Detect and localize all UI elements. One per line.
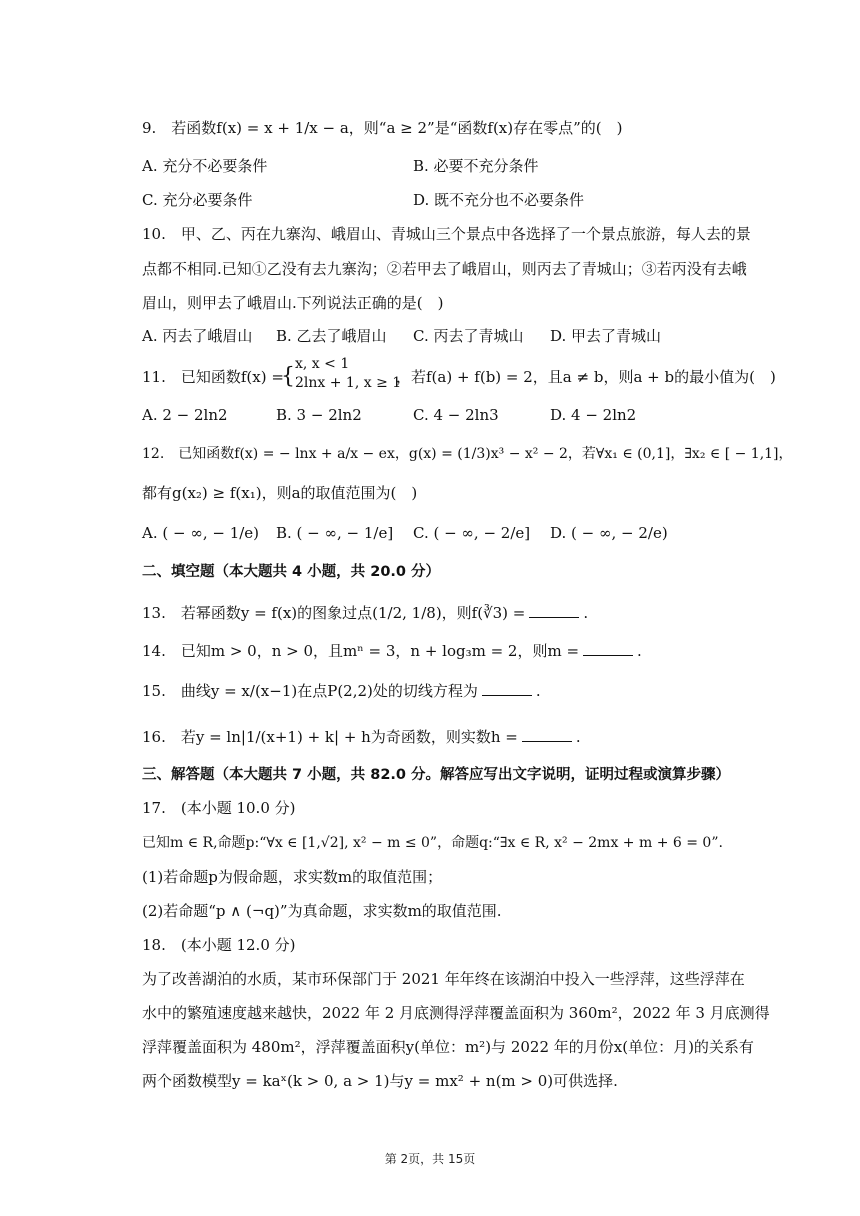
question-14 (142, 640, 642, 662)
q9-option-b: B. 必要不充分条件 (413, 157, 539, 175)
question-10-line-3: 眉山，则甲去了峨眉山.下列说法正确的是( ) (142, 294, 444, 312)
question-16 (142, 726, 581, 748)
q9-option-d: D. 既不充分也不必要条件 (413, 191, 585, 209)
question-10-line-2: 点都不相同.已知①乙没有去九寨沟；②若甲去了峨眉山，则丙去了青城山；③若丙没有去峨 (142, 260, 747, 278)
question-11-suffix: ，若f(a) + f(b) = 2，且a ≠ b，则a + b的最小值为( ) (396, 368, 776, 386)
q12-option-c: C. ( − ∞, − 2/e] (413, 524, 531, 542)
question-18-title: 18. (本小题 12.0 分) (142, 936, 296, 954)
question-17-line-2: (1)若命题p为假命题，求实数m的取值范围； (142, 868, 443, 886)
period: . (583, 604, 589, 622)
section-2-heading: 二、填空题（本大题共 4 小题，共 20.0 分） (142, 564, 441, 580)
question-17-line-3: (2)若命题“p ∧ (¬q)”为真命题，求实数m的取值范围. (142, 902, 502, 920)
question-15-text: 15. 曲线y = x/(x−1)在点P(2,2)处的切线方程为 (142, 682, 478, 700)
question-16-text: 16. 若y = ln|1/(x+1) + k| + h为奇函数，则实数h = (142, 728, 518, 746)
question-17-title: 17. (本小题 10.0 分) (142, 799, 296, 817)
q11-option-b: B. 3 − 2ln2 (276, 406, 362, 424)
piecewise-case-1: x, x < 1 (295, 356, 350, 372)
period: . (637, 642, 642, 660)
q12-option-b: B. ( − ∞, − 1/e] (276, 524, 394, 542)
question-15 (142, 680, 541, 702)
q10-option-c: C. 丙去了青城山 (413, 327, 524, 345)
answer-blank (583, 641, 633, 656)
q11-option-a: A. 2 − 2ln2 (142, 406, 228, 424)
question-13-text: 13. 若幂函数y = f(x)的图象过点(1/2, 1/8)，则f(∛3) = (142, 604, 526, 622)
page-footer: 第 2页，共 15页 (384, 1152, 476, 1166)
q10-option-b: B. 乙去了峨眉山 (276, 327, 387, 345)
q9-option-c: C. 充分必要条件 (142, 191, 253, 209)
question-12-line-2: 都有g(x₂) ≥ f(x₁)，则a的取值范围为( ) (142, 484, 418, 502)
question-10-line-1: 10. 甲、乙、丙在九寨沟、峨眉山、青城山三个景点中各选择了一个景点旅游，每人去的景 (142, 225, 751, 243)
answer-blank (482, 681, 532, 696)
answer-blank (522, 727, 572, 742)
q11-option-c: C. 4 − 2ln3 (413, 406, 499, 424)
question-14-text: 14. 已知m > 0，n > 0，且mⁿ = 3，n + log₃m = 2，则m = (142, 642, 580, 660)
q11-option-d: D. 4 − 2ln2 (550, 406, 637, 424)
q12-option-d: D. ( − ∞, − 2/e) (550, 524, 668, 542)
piecewise-brace: { (281, 364, 295, 389)
question-9-stem: 9. 若函数f(x) = x + 1/x − a，则“a ≥ 2”是“函数f(x)存在零点”的( ) (142, 119, 623, 137)
question-18-line-2: 水中的繁殖速度越来越快，2022 年 2 月底测得浮萍覆盖面积为 360m²，2022 年 3 月底测得 (142, 1004, 770, 1022)
question-13 (142, 602, 588, 624)
section-3-heading: 三、解答题（本大题共 7 小题，共 82.0 分。解答应写出文字说明，证明过程或演算步骤） (142, 767, 731, 783)
q12-option-a: A. ( − ∞, − 1/e) (142, 524, 260, 542)
q9-option-a: A. 充分不必要条件 (142, 157, 268, 175)
period: . (535, 682, 541, 700)
piecewise-case-2: 2lnx + 1, x ≥ 1 (295, 375, 402, 391)
question-11-prefix: 11. 已知函数f(x) = (142, 368, 284, 386)
period: . (575, 728, 581, 746)
question-18-line-4: 两个函数模型y = kaˣ(k > 0, a > 1)与y = mx² + n(m > 0)可供选择. (142, 1072, 618, 1090)
question-18-line-3: 浮萍覆盖面积为 480m²，浮萍覆盖面积y(单位：m²)与 2022 年的月份x(单位：月)的关系有 (142, 1038, 754, 1056)
question-17-line-1: 已知m ∈ R,命题p:“∀x ∈ [1,√2], x² − m ≤ 0”，命题q:“∃x ∈ R, x² − 2mx + m + 6 = 0”. (142, 835, 723, 851)
question-12-line-1: 12. 已知函数f(x) = − lnx + a/x − ex，g(x) = (1/3)x³ − x² − 2，若∀x₁ ∈ (0,1]，∃x₂ ∈ [ − 1,1]， (142, 446, 793, 462)
q10-option-a: A. 丙去了峨眉山 (142, 327, 253, 345)
q10-option-d: D. 甲去了青城山 (550, 327, 662, 345)
question-18-line-1: 为了改善湖泊的水质，某市环保部门于 2021 年年终在该湖泊中投入一些浮萍，这些浮萍在 (142, 970, 745, 988)
answer-blank (529, 603, 579, 618)
